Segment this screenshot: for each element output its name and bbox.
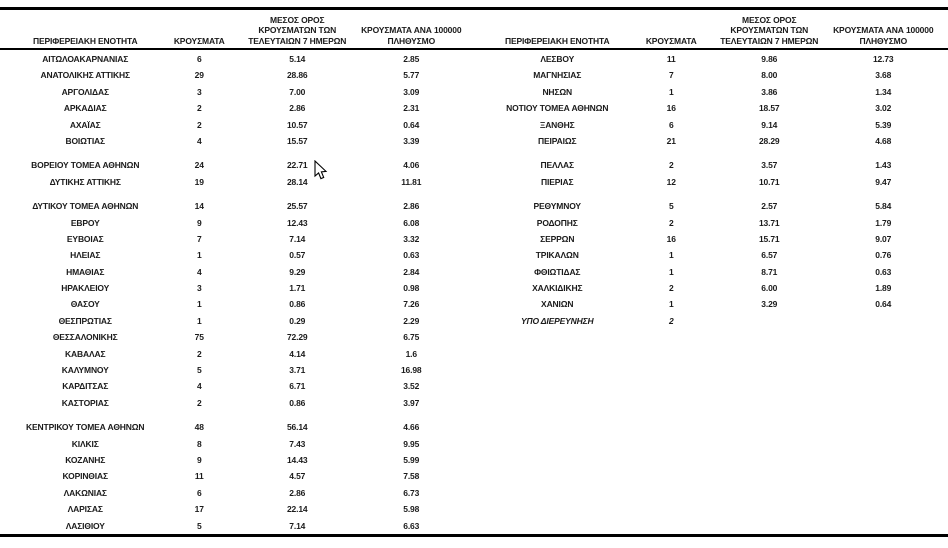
avg7-cell: 1.71	[289, 283, 306, 294]
cases-cell: 17	[194, 504, 204, 515]
region-cell: ΕΥΒΟΙΑΣ	[66, 233, 104, 244]
per100k-cell: 2.84	[403, 266, 420, 277]
region-cell: ΗΜΑΘΙΑΣ	[66, 266, 105, 277]
region-cell: ΣΕΡΡΩΝ	[540, 233, 575, 244]
avg7-cell: 14.43	[286, 454, 308, 465]
column-header-region-label: ΠΕΡΙΦΕΡΕΙΑΚΗ ΕΝΟΤΗΤΑ	[33, 35, 138, 46]
region-cell: ΚΕΝΤΡΙΚΟΥ ΤΟΜΕΑ ΑΘΗΝΩΝ	[26, 422, 145, 433]
per100k-cell: 9.07	[875, 233, 892, 244]
per100k-cell: 1.34	[875, 86, 892, 97]
header-line: ΠΛΗΘΥΣΜΟ	[859, 35, 908, 46]
table-row	[10, 215, 466, 231]
region-cell: ΚΑΛΥΜΝΟΥ	[61, 365, 109, 376]
per100k-cell: 2.86	[403, 201, 420, 212]
per100k-cell: 4.66	[403, 422, 420, 433]
table-row	[482, 67, 938, 83]
cases-cell: 11	[666, 54, 676, 64]
cases-cell: 19	[194, 176, 204, 187]
avg7-cell: 56.14	[286, 422, 308, 433]
avg7-cell: 5.14	[289, 54, 306, 64]
per100k-cell: 2.31	[403, 103, 420, 114]
cases-cell: 1	[668, 250, 674, 261]
region-cell: ΛΕΣΒΟΥ	[540, 54, 575, 64]
region-cell: ΑΧΑΪΑΣ	[69, 119, 101, 130]
cases-cell: 4	[196, 381, 202, 392]
table-row	[10, 117, 466, 133]
avg7-cell: 25.57	[286, 201, 308, 212]
cases-cell: 2	[196, 103, 202, 114]
per100k-cell: 4.06	[403, 160, 420, 171]
region-cell: ΥΠΟ ΔΙΕΡΕΥΝΗΣΗ	[520, 315, 594, 326]
right-table-body	[482, 51, 938, 534]
per100k-cell: 3.52	[403, 381, 420, 392]
avg7-cell: 3.71	[289, 365, 306, 376]
cases-cell: 2	[196, 348, 202, 359]
cases-cell: 1	[196, 250, 202, 261]
region-cell: ΑΡΓΟΛΙΔΑΣ	[61, 86, 109, 97]
cases-cell: 3	[196, 283, 202, 294]
region-cell: ΚΟΡΙΝΘΙΑΣ	[62, 471, 108, 482]
table-row	[482, 157, 938, 173]
spacer-row	[10, 190, 466, 198]
cases-cell: 5	[668, 201, 674, 212]
avg7-cell: 3.29	[761, 299, 778, 310]
region-cell: ΦΘΙΩΤΙΔΑΣ	[534, 266, 581, 277]
avg7-cell: 7.00	[289, 86, 306, 97]
avg7-cell: 4.57	[289, 471, 306, 482]
avg7-cell: 7.43	[289, 438, 306, 449]
avg7-cell: 7.14	[289, 233, 306, 244]
per100k-cell: 0.98	[403, 283, 420, 294]
per100k-cell: 4.68	[875, 135, 892, 146]
avg7-cell: 13.71	[758, 217, 780, 228]
table-gap	[466, 51, 482, 534]
cases-cell: 1	[668, 266, 674, 277]
table-row	[10, 247, 466, 263]
table-row	[482, 84, 938, 100]
avg7-cell: 0.86	[289, 397, 306, 408]
column-header-per-100k	[829, 10, 938, 48]
region-cell: ΞΑΝΘΗΣ	[539, 119, 575, 130]
column-header-cases	[160, 10, 238, 48]
cases-cell: 9	[196, 217, 202, 228]
mouse-cursor-icon	[314, 160, 328, 181]
per100k-cell: 0.76	[875, 250, 892, 261]
header-line: ΚΡΟΥΣΜΑΤΩΝ ΤΩΝ	[730, 25, 809, 35]
avg7-cell: 9.14	[761, 119, 778, 130]
table-row	[482, 215, 938, 231]
avg7-cell: 0.57	[289, 250, 306, 261]
cases-cell: 7	[196, 233, 202, 244]
per100k-cell: 1.89	[875, 283, 892, 294]
region-cell: ΛΑΣΙΘΙΟΥ	[65, 520, 105, 531]
avg7-cell: 2.57	[761, 201, 778, 212]
region-cell: ΕΒΡΟΥ	[70, 217, 100, 228]
header-line: ΤΕΛΕΥΤΑΙΩΝ 7 ΗΜΕΡΩΝ	[720, 35, 819, 46]
header-line: ΠΛΗΘΥΣΜΟ	[387, 35, 436, 46]
region-cell: ΝΗΣΩΝ	[542, 86, 573, 97]
header-line: ΚΡΟΥΣΜΑΤΑ ΑΝΑ 100000	[361, 25, 462, 35]
table-row	[10, 67, 466, 83]
region-cell: ΑΙΤΩΛΟΑΚΑΡΝΑΝΙΑΣ	[42, 54, 129, 64]
region-cell: ΒΟΡΕΙΟΥ ΤΟΜΕΑ ΑΘΗΝΩΝ	[31, 160, 140, 171]
table-row	[10, 346, 466, 362]
region-cell: ΧΑΝΙΩΝ	[541, 299, 574, 310]
table-row	[10, 313, 466, 329]
table-row	[10, 452, 466, 468]
cases-cell: 6	[196, 487, 202, 498]
per100k-cell: 5.98	[403, 504, 420, 515]
region-cell: ΑΡΚΑΔΙΑΣ	[63, 103, 107, 114]
cases-cell: 5	[196, 365, 202, 376]
per100k-cell: 6.63	[403, 520, 420, 531]
avg7-cell: 22.71	[286, 160, 308, 171]
column-header-region	[10, 10, 160, 48]
avg7-cell: 10.71	[758, 176, 780, 187]
per100k-cell: 5.77	[403, 70, 420, 81]
cases-cell: 21	[666, 135, 676, 146]
table-row	[482, 264, 938, 280]
avg7-cell: 18.57	[758, 103, 780, 114]
table-row	[10, 296, 466, 312]
region-cell: ΠΙΕΡΙΑΣ	[541, 176, 574, 187]
per100k-cell: 0.63	[403, 250, 420, 261]
avg7-cell: 3.86	[761, 86, 778, 97]
per100k-cell: 2.85	[403, 54, 420, 64]
table-row	[10, 419, 466, 435]
cases-cell: 2	[196, 119, 202, 130]
per100k-cell: 2.29	[403, 315, 420, 326]
cases-cell: 6	[668, 119, 674, 130]
cases-cell: 29	[194, 70, 204, 81]
cases-cell: 11	[194, 471, 204, 482]
per100k-cell: 0.64	[875, 299, 892, 310]
per100k-cell: 3.09	[403, 86, 420, 97]
table-row	[482, 117, 938, 133]
per100k-cell: 3.97	[403, 397, 420, 408]
header-line: ΜΕΣΟΣ ΟΡΟΣ	[270, 14, 325, 25]
cases-cell: 75	[194, 332, 204, 343]
avg7-cell: 15.57	[286, 135, 308, 146]
table-row	[10, 84, 466, 100]
table-row	[482, 313, 938, 329]
region-cell: ΚΟΖΑΝΗΣ	[65, 454, 106, 465]
table-row	[10, 468, 466, 484]
region-cell: ΠΕΛΛΑΣ	[540, 160, 574, 171]
per100k-cell: 0.64	[403, 119, 420, 130]
right-table-header	[482, 10, 938, 48]
cases-cell: 2	[668, 160, 674, 171]
region-cell: ΔΥΤΙΚΟΥ ΤΟΜΕΑ ΑΘΗΝΩΝ	[32, 201, 139, 212]
region-cell: ΧΑΛΚΙΔΙΚΗΣ	[532, 283, 583, 294]
column-header-region	[482, 10, 632, 48]
avg7-cell	[710, 313, 829, 329]
avg7-cell: 15.71	[758, 233, 780, 244]
table-row	[10, 133, 466, 149]
table-row	[10, 280, 466, 296]
per100k-cell: 3.68	[875, 70, 892, 81]
cases-cell: 14	[194, 201, 204, 212]
region-cell: ΗΡΑΚΛΕΙΟΥ	[61, 283, 110, 294]
per100k-cell: 6.73	[403, 487, 420, 498]
avg7-cell: 7.14	[289, 520, 306, 531]
table-row	[482, 280, 938, 296]
per100k-cell: 5.99	[403, 454, 420, 465]
region-cell: ΚΑΡΔΙΤΣΑΣ	[62, 381, 109, 392]
left-table-header	[10, 10, 466, 48]
cases-cell: 1	[668, 299, 674, 310]
table-row	[482, 231, 938, 247]
region-cell: ΑΝΑΤΟΛΙΚΗΣ ΑΤΤΙΚΗΣ	[40, 70, 130, 81]
table-row	[482, 100, 938, 116]
avg7-cell: 6.57	[761, 250, 778, 261]
cases-cell: 4	[196, 135, 202, 146]
cases-cell: 1	[196, 315, 202, 326]
cases-cell: 12	[666, 176, 676, 187]
avg7-cell: 6.00	[761, 283, 778, 294]
per100k-cell: 3.02	[875, 103, 892, 114]
table-row	[10, 485, 466, 501]
table-row	[10, 362, 466, 378]
region-cell: ΚΑΒΑΛΑΣ	[65, 348, 106, 359]
table-row	[10, 501, 466, 517]
region-cell: ΒΟΙΩΤΙΑΣ	[65, 135, 105, 146]
cases-cell: 1	[196, 299, 202, 310]
region-cell: ΜΑΓΝΗΣΙΑΣ	[533, 70, 582, 81]
header-line: ΤΕΛΕΥΤΑΙΩΝ 7 ΗΜΕΡΩΝ	[248, 35, 347, 46]
avg7-cell: 0.86	[289, 299, 306, 310]
avg7-cell: 6.71	[289, 381, 306, 392]
avg7-cell: 9.86	[761, 54, 778, 64]
avg7-cell: 2.86	[289, 487, 306, 498]
header-line: ΜΕΣΟΣ ΟΡΟΣ	[742, 14, 797, 25]
avg7-cell: 28.29	[758, 135, 780, 146]
region-cell: ΘΕΣΣΑΛΟΝΙΚΗΣ	[52, 332, 118, 343]
cases-cell: 48	[194, 422, 204, 433]
spacer-row	[10, 149, 466, 157]
avg7-cell: 28.86	[286, 70, 308, 81]
column-header-cases-label: ΚΡΟΥΣΜΑΤΑ	[645, 35, 697, 46]
table-body	[0, 50, 948, 534]
left-table-body	[10, 51, 466, 534]
spacer-row	[10, 411, 466, 419]
table-row	[10, 231, 466, 247]
avg7-cell: 0.29	[289, 315, 306, 326]
region-cell: ΝΟΤΙΟΥ ΤΟΜΕΑ ΑΘΗΝΩΝ	[506, 103, 609, 114]
avg7-cell: 8.00	[761, 70, 778, 81]
per100k-cell: 7.26	[403, 299, 420, 310]
avg7-cell: 3.57	[761, 160, 778, 171]
per100k-cell: 1.79	[875, 217, 892, 228]
column-header-per-100k	[357, 10, 466, 48]
column-header-cases-label: ΚΡΟΥΣΜΑΤΑ	[173, 35, 225, 46]
cases-cell: 1	[668, 86, 674, 97]
avg7-cell: 22.14	[286, 504, 308, 515]
avg7-cell: 28.14	[286, 176, 308, 187]
table-row	[10, 378, 466, 394]
per100k-cell	[829, 313, 938, 329]
avg7-cell: 10.57	[286, 119, 308, 130]
regional-cases-table-page	[0, 7, 948, 548]
per100k-cell: 9.47	[875, 176, 892, 187]
cases-cell: 4	[196, 266, 202, 277]
avg7-cell: 72.29	[286, 332, 308, 343]
region-cell: ΤΡΙΚΑΛΩΝ	[535, 250, 579, 261]
cases-cell: 16	[666, 103, 676, 114]
per100k-cell: 6.08	[403, 217, 420, 228]
per100k-cell: 9.95	[403, 438, 420, 449]
per100k-cell: 6.75	[403, 332, 420, 343]
per100k-cell: 5.39	[875, 119, 892, 130]
column-header-cases	[632, 10, 710, 48]
per100k-cell: 3.39	[403, 135, 420, 146]
table-row	[482, 133, 938, 149]
table-row	[10, 157, 466, 173]
region-cell: ΛΑΚΩΝΙΑΣ	[63, 487, 107, 498]
table-gap	[466, 10, 482, 48]
region-cell: ΚΑΣΤΟΡΙΑΣ	[61, 397, 109, 408]
table-row	[10, 100, 466, 116]
per100k-cell: 0.63	[875, 266, 892, 277]
region-cell: ΘΕΣΠΡΩΤΙΑΣ	[58, 315, 112, 326]
table-row	[482, 51, 938, 67]
table-row	[482, 198, 938, 214]
table-row	[10, 198, 466, 214]
bottom-border-line	[0, 534, 948, 537]
table-row	[10, 174, 466, 190]
avg7-cell: 2.86	[289, 103, 306, 114]
table-row	[10, 51, 466, 67]
cases-cell: 9	[196, 454, 202, 465]
cases-cell: 2	[668, 217, 674, 228]
cases-cell: 2	[668, 283, 674, 294]
per100k-cell: 12.73	[872, 54, 894, 64]
per100k-cell: 3.32	[403, 233, 420, 244]
column-header-region-label: ΠΕΡΙΦΕΡΕΙΑΚΗ ΕΝΟΤΗΤΑ	[505, 35, 610, 46]
cases-cell: 6	[196, 54, 202, 64]
per100k-cell: 16.98	[400, 365, 422, 376]
per100k-cell: 1.43	[875, 160, 892, 171]
region-cell: ΡΕΘΥΜΝΟΥ	[533, 201, 581, 212]
per100k-cell: 5.84	[875, 201, 892, 212]
table-row	[482, 296, 938, 312]
table-row	[10, 329, 466, 345]
table-row	[10, 518, 466, 534]
region-cell: ΛΑΡΙΣΑΣ	[67, 504, 103, 515]
table-header-row	[0, 10, 948, 50]
header-line: ΚΡΟΥΣΜΑΤΩΝ ΤΩΝ	[258, 25, 337, 35]
per100k-cell: 1.6	[405, 348, 417, 359]
region-cell: ΗΛΕΙΑΣ	[70, 250, 101, 261]
avg7-cell: 9.29	[289, 266, 306, 277]
cases-cell: 5	[196, 520, 202, 531]
avg7-cell: 12.43	[286, 217, 308, 228]
spacer-row	[482, 149, 938, 157]
spacer-row	[482, 190, 938, 198]
cases-cell: 7	[668, 70, 674, 81]
cases-cell: 24	[194, 160, 204, 171]
column-header-7day-average	[710, 10, 829, 48]
column-header-7day-average	[238, 10, 357, 48]
region-cell: ΔΥΤΙΚΗΣ ΑΤΤΙΚΗΣ	[49, 176, 121, 187]
table-row	[482, 174, 938, 190]
per100k-cell: 7.58	[403, 471, 420, 482]
avg7-cell: 4.14	[289, 348, 306, 359]
cases-cell: 3	[196, 86, 202, 97]
table-row	[10, 436, 466, 452]
region-cell: ΡΟΔΟΠΗΣ	[536, 217, 578, 228]
avg7-cell: 8.71	[761, 266, 778, 277]
cases-cell: 2	[668, 315, 674, 326]
table-row	[10, 395, 466, 411]
cases-cell: 16	[666, 233, 676, 244]
table-row	[10, 264, 466, 280]
region-cell: ΘΑΣΟΥ	[70, 299, 100, 310]
cases-cell: 8	[196, 438, 202, 449]
region-cell: ΠΕΙΡΑΙΩΣ	[538, 135, 577, 146]
cases-cell: 2	[196, 397, 202, 408]
per100k-cell: 11.81	[401, 176, 422, 187]
table-row	[482, 247, 938, 263]
header-line: ΚΡΟΥΣΜΑΤΑ ΑΝΑ 100000	[833, 25, 934, 35]
region-cell: ΚΙΛΚΙΣ	[71, 438, 99, 449]
